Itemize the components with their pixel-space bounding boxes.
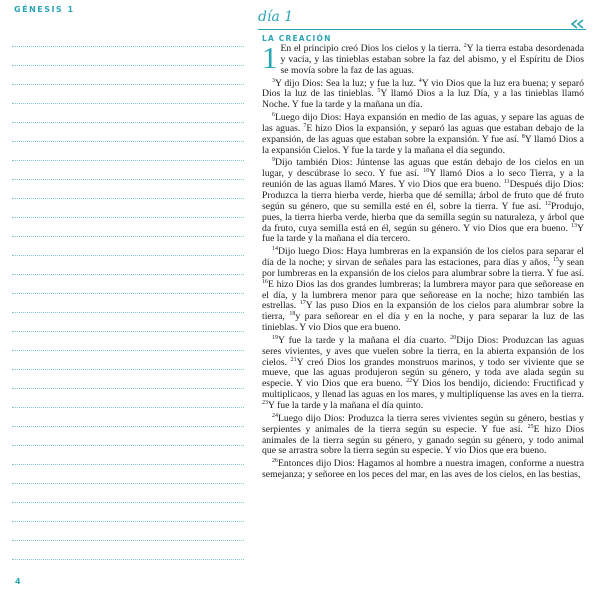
note-line [12, 503, 244, 522]
note-line [12, 294, 244, 313]
paragraph [262, 336, 584, 412]
verse-text: Dijo luego Dios: Haya lumbreras en la expansión de los cielos para separar el día de la noche; y sirvan de señales para las estaciones, para días y años, [262, 246, 584, 269]
note-line [12, 199, 244, 218]
note-line [12, 180, 244, 199]
verse-number: 19 [272, 334, 278, 341]
verse-text: E hizo Dios animales de la tierra según su género, y ganado según su género, y todo animal que se arrastra sobre la tierra según su especie. Y vio Dios que era bueno. [262, 423, 584, 457]
verse-text: Entonces dijo Dios: Hagamos al hombre a nuestra imagen, conforme a nuestra semejanza; y señoree en los peces del mar, en las aves de los cielos, en las bestias, [262, 458, 584, 481]
note-line [12, 47, 244, 66]
verse-text: Y fue la tarde y la mañana el día quinto. [268, 400, 424, 411]
verse-number: 3 [272, 77, 275, 84]
verse-number: 13 [571, 222, 577, 229]
verse-number: 24 [272, 412, 278, 419]
note-line [12, 218, 244, 237]
verse-number: 7 [303, 122, 307, 129]
note-line [12, 28, 244, 47]
day-header [258, 9, 586, 30]
note-line [12, 484, 244, 503]
verse-number: 12 [544, 200, 551, 207]
verse-text: y para señorear en el día y en la noche, y para separar la luz de las tinieblas. Y vio Dios que era bueno. [262, 311, 584, 334]
verse-text: Y vio Dios que la luz era buena; y separó Dios la luz de las tinieblas. [262, 77, 584, 100]
paragraph [262, 247, 584, 334]
note-line [12, 256, 244, 275]
note-line [12, 427, 244, 446]
verse-text: Dijo Dios: Produzcan las aguas seres vivientes, y aves que vuelen sobre la tierra, en la abierta expansión de los cielos. [262, 334, 584, 368]
note-line [12, 313, 244, 332]
verse-number: 15 [552, 257, 559, 264]
verse-number: 18 [289, 311, 296, 318]
paragraph [262, 414, 584, 457]
notes-lines [12, 28, 244, 560]
verse-text: Y creó Dios los grandes monstruos marinos, y todo ser viviente que se mueve, que las aguas produjeron según su género, y toda ave alada según su especie. Y vio Dios que era bueno. [262, 356, 584, 390]
verse-text: Dijo también Dios: Júntense las aguas que están debajo de los cielos en un lugar, y descúbrase lo seco. Y fue así. [262, 157, 584, 180]
verse-number: 17 [299, 300, 306, 307]
verse-text: Luego dijo Dios: Produzca la tierra seres vivientes según su género, bestias y serpientes y animales de la tierra según su especie. Y fue así. [262, 412, 584, 435]
verse-text: E hizo Dios la expansión, y separó las aguas que estaban debajo de la expansión, de las aguas que estaban sobre la expansión. Y fue así. [262, 122, 584, 145]
verse-text: Produjo, pues, la tierra hierba verde, hierba que da semilla según su naturaleza, y árbol que da fruto, cuya semilla está en él, según su género. Y vio Dios que era bueno. [262, 200, 584, 234]
note-line [12, 408, 244, 427]
page-number: 4 [15, 577, 21, 586]
section-title: LA CREACIÓN [262, 34, 332, 43]
verse-text: Y la tierra estaba desordenada y vacía, y las tinieblas estaban sobre la faz del abismo, y el Espíritu de Dios se movía sobre la faz de las aguas. [280, 43, 584, 76]
note-line [12, 351, 244, 370]
book-chapter-header: GÉNESIS 1 [14, 5, 75, 14]
verse-number: 6 [272, 112, 275, 119]
verse-number: 26 [272, 458, 278, 465]
paragraph [262, 40, 584, 77]
verse-number: 11 [503, 179, 510, 186]
verse-text: Y fue la tarde y la mañana el día cuarto. [278, 334, 451, 346]
paragraph [262, 113, 584, 156]
scripture-text [262, 40, 585, 483]
note-line [12, 465, 244, 484]
verse-text: y sean por lumbreras en la expansión de los cielos para alumbrar sobre la tierra. Y fue así. [262, 257, 584, 279]
verse-number: 14 [272, 246, 278, 253]
verse-number: 21 [290, 356, 297, 363]
verse-text: Y llamó Dios a la luz Día, y a las tinieblas llamó Noche. Y fue la tarde y la mañana un día. [262, 88, 584, 111]
verse-number: 16 [262, 278, 268, 285]
verse-text: Después dijo Dios: Produzca la tierra hierba verde, hierba que dé semilla; árbol de fruto que dé fruto según su género, que su semilla esté en él, sobre la tierra. Y fue así. [262, 179, 584, 212]
verse-text: E hizo Dios las dos grandes lumbreras; la lumbrera mayor para que señorease en el día, y la lumbrera menor para que señorease en la noche; hizo también las estrellas. [262, 278, 584, 312]
verse-number: 23 [262, 400, 268, 406]
verse-number: 2 [463, 43, 467, 49]
verse-number: 4 [418, 77, 422, 84]
verse-text: Y Dios los bendijo, diciendo: Fructificad y multiplicaos, y llenad las aguas en los mares, y multiplíquense las aves en la tierra. [262, 378, 584, 401]
double-chevron-left-icon [570, 14, 586, 33]
verse-number: 9 [272, 157, 275, 164]
verse-number: 20 [450, 334, 457, 341]
note-line [12, 104, 244, 123]
day-title: día 1 [258, 9, 294, 25]
paragraph [262, 459, 584, 481]
verse-text: Luego dijo Dios: Haya expansión en medio de las aguas, y separe las aguas de las aguas. [262, 112, 584, 134]
note-line [12, 275, 244, 294]
note-line [12, 237, 244, 256]
paragraph [262, 79, 584, 112]
verse-text: Y las puso Dios en la expansión de los cielos para alumbrar sobre la tierra, [262, 300, 584, 323]
verse-number: 25 [527, 423, 534, 430]
verse-text: Y llamó Dios a lo seco Tierra, y a la reunión de las aguas llamó Mares. Y vio Dios que era bueno. [262, 168, 585, 191]
verse-number: 10 [423, 168, 430, 175]
verse-number: 22 [406, 378, 413, 385]
note-line [12, 66, 244, 85]
note-line [12, 541, 244, 560]
chapter-dropcap: 1 [262, 40, 278, 75]
note-line [12, 332, 244, 351]
note-line [12, 446, 244, 465]
note-line [12, 389, 244, 408]
verse-number: 5 [377, 88, 381, 95]
paragraph [262, 158, 584, 245]
note-line [12, 161, 244, 180]
verse-text: Y dijo Dios: Sea la luz; y fue la luz. [275, 77, 419, 89]
verse-text: En el principio creó Dios los cielos y la tierra. [280, 43, 464, 54]
note-line [12, 370, 244, 389]
note-line [12, 85, 244, 104]
note-line [12, 522, 244, 541]
note-line [12, 123, 244, 142]
verse-number: 8 [521, 133, 525, 140]
verse-text: Y fue la tarde y la mañana el día tercero. [262, 222, 584, 245]
note-line [12, 142, 244, 161]
verse-text: Y llamó Dios a la expansión Cielos. Y fue la tarde y la mañana el día segundo. [262, 133, 584, 156]
